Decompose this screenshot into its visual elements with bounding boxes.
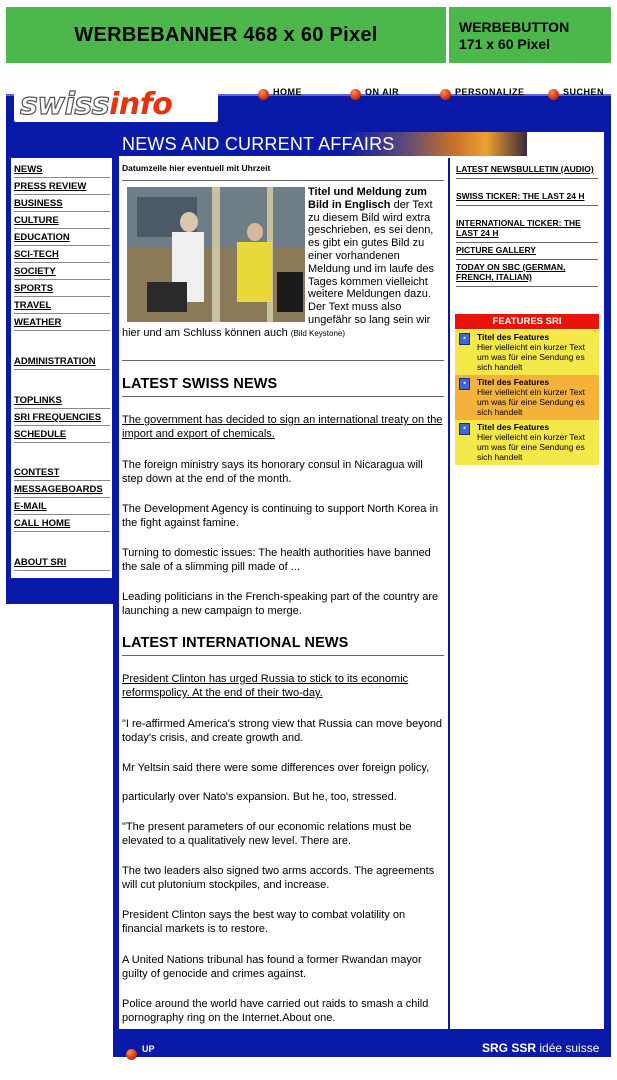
ad-banner[interactable]: WERBEBANNER 468 x 60 Pixel bbox=[6, 7, 446, 63]
menu-sri-frequencies[interactable]: SRI FREQUENCIES bbox=[14, 412, 110, 426]
menu-email[interactable]: E-MAIL bbox=[14, 501, 110, 515]
lead-photo[interactable] bbox=[127, 187, 305, 322]
ad-button-line2: 171 x 60 Pixel bbox=[459, 36, 551, 52]
swiss-news-item: Leading politicians in the French-speaking part of the country are launching a new campaign to merge. bbox=[122, 591, 439, 617]
intl-news-item: A United Nations tribunal has found a former Rwandan mayor guilty of genocide and crimes against. bbox=[122, 954, 422, 980]
footer-brand-bold: SRG SSR bbox=[482, 1041, 537, 1055]
feature-item[interactable] bbox=[455, 420, 599, 465]
logo-swiss: swiss bbox=[20, 86, 110, 122]
dateline: Datumzeile hier eventuell mit Uhrzeit bbox=[122, 163, 271, 173]
right-link-swiss-ticker[interactable]: SWISS TICKER: THE LAST 24 H bbox=[456, 191, 598, 206]
ad-button[interactable] bbox=[449, 7, 611, 63]
ad-button-line1: WERBEBUTTON bbox=[459, 19, 570, 35]
feature-title: Titel des Features bbox=[477, 332, 550, 342]
menu-travel[interactable]: TRAVEL bbox=[14, 300, 110, 314]
intl-news-item: particularly over Nato's expansion. But he, too, stressed. bbox=[122, 791, 397, 803]
divider bbox=[122, 360, 444, 361]
top-nav bbox=[258, 83, 614, 101]
up-link[interactable]: UP bbox=[142, 1044, 155, 1054]
feature-text: Hier vielleicht ein kurzer Text um was für eine Sendung es sich handelt bbox=[477, 387, 586, 417]
feature-icon: ▪ bbox=[459, 423, 470, 435]
nav-label: ON AIR bbox=[365, 86, 400, 97]
intl-news-item: "I re-affirmed America's strong view that Russia can move beyond today's crisis, and create growth and. bbox=[122, 718, 443, 744]
menu-news[interactable]: NEWS bbox=[14, 164, 110, 178]
menu-messageboards[interactable]: MESSAGEBOARDS bbox=[14, 484, 110, 498]
section-title: NEWS AND CURRENT AFFAIRS bbox=[122, 134, 395, 154]
intl-news-link[interactable]: President Clinton has urged Russia to stick to its economic reformspolicy. At the end of their two-day. bbox=[122, 673, 409, 699]
logo-info: info bbox=[109, 86, 173, 122]
swiss-news-item: The foreign ministry says its honorary consul in Nicaragua will step down at the end of the month. bbox=[122, 459, 423, 485]
feature-text: Hier vielleicht ein kurzer Text um was für eine Sendung es sich handelt bbox=[477, 342, 586, 372]
menu-sci-tech[interactable]: SCI-TECH bbox=[14, 249, 110, 263]
divider bbox=[122, 180, 444, 181]
right-link-today-on-sbc[interactable]: TODAY ON SBC (GERMAN, FRENCH, ITALIAN) bbox=[456, 262, 598, 287]
right-link-intl-ticker[interactable]: INTERNATIONAL TICKER: THE LAST 24 H bbox=[456, 218, 598, 243]
footer-brand[interactable] bbox=[482, 1041, 599, 1055]
menu-schedule[interactable]: SCHEDULE bbox=[14, 429, 110, 443]
features-header: FEATURES SRI bbox=[455, 314, 599, 329]
menu-toplinks[interactable]: TOPLINKS bbox=[14, 395, 110, 409]
nav-label: PERSONALIZE bbox=[455, 86, 525, 97]
nav-label: SUCHEN bbox=[563, 86, 605, 97]
nav-suchen[interactable] bbox=[548, 83, 604, 100]
bullet-icon bbox=[440, 89, 451, 100]
menu-business[interactable]: BUSINESS bbox=[14, 198, 110, 212]
intl-news-item: Mr Yeltsin said there were some differences over foreign policy, bbox=[122, 762, 430, 774]
intl-news-item: The two leaders also signed two arms accords. The agreements will cut plutonium stockpiles, and increase. bbox=[122, 865, 435, 891]
swiss-news-link[interactable]: The government has decided to sign an international treaty on the import and export of chemicals. bbox=[122, 414, 443, 440]
menu-sports[interactable]: SPORTS bbox=[14, 283, 110, 297]
intl-news-item: President Clinton says the best way to combat volatility on financial markets is to restore. bbox=[122, 909, 406, 935]
nav-label: HOME bbox=[273, 86, 302, 97]
footer-brand-rest: idée suisse bbox=[536, 1041, 600, 1055]
intl-news-item: Police around the world have carried out raids to smash a child pornography ring on the Internet.About one. bbox=[122, 998, 429, 1024]
intl-news-item: "The present parameters of our economic relations must be elevated to a qualitatively new level. There are. bbox=[122, 821, 412, 847]
lead-photo-image bbox=[127, 187, 305, 322]
menu-press-review[interactable]: PRESS REVIEW bbox=[14, 181, 110, 195]
up-bullet-icon bbox=[126, 1049, 137, 1060]
feature-title: Titel des Features bbox=[477, 422, 550, 432]
right-link-newsbulletin[interactable]: LATEST NEWSBULLETIN (AUDIO) bbox=[456, 164, 598, 179]
menu-call-home[interactable]: CALL HOME bbox=[14, 518, 110, 532]
lead-title[interactable]: Titel und Meldung zum Bild in Englisch bbox=[308, 186, 427, 211]
logo[interactable] bbox=[14, 86, 218, 122]
menu-society[interactable]: SOCIETY bbox=[14, 266, 110, 280]
nav-personalize[interactable] bbox=[440, 83, 525, 100]
feature-text: Hier vielleicht ein kurzer Text um was für eine Sendung es sich handelt bbox=[477, 432, 586, 462]
feature-item[interactable] bbox=[455, 375, 599, 420]
swiss-news-item: Turning to domestic issues: The health authorities have banned the sale of a slimming pill made of ... bbox=[122, 547, 431, 573]
menu-education[interactable]: EDUCATION bbox=[14, 232, 110, 246]
swiss-news-heading: LATEST SWISS NEWS bbox=[122, 376, 278, 392]
swiss-news-item: The Development Agency is continuing to support North Korea in the fight against famine. bbox=[122, 503, 439, 529]
right-frame bbox=[604, 130, 611, 1057]
intl-news-heading: LATEST INTERNATIONAL NEWS bbox=[122, 635, 349, 651]
menu-culture[interactable]: CULTURE bbox=[14, 215, 110, 229]
feature-title: Titel des Features bbox=[477, 377, 550, 387]
divider bbox=[122, 396, 444, 397]
lead-body: der Text zu diesem Bild wird extra geschrieben, es sei denn, es gibt ein gutes Bild zu einer vorhandenen Meldung und im laufe des Tages kommen vielleicht weitere Meldungen dazu. Der Text muss also ungefähr so lang sein wir hier und am Schluss können auch bbox=[122, 198, 434, 339]
bullet-icon bbox=[258, 89, 269, 100]
photo-credit: (Bild Keystone) bbox=[290, 328, 346, 338]
nav-on-air[interactable] bbox=[350, 83, 399, 100]
bullet-icon bbox=[350, 89, 361, 100]
bullet-icon bbox=[548, 89, 559, 100]
menu-administration[interactable]: ADMINISTRATION bbox=[14, 356, 110, 370]
feature-icon: ▪ bbox=[459, 333, 470, 345]
feature-item[interactable] bbox=[455, 330, 599, 375]
menu-weather[interactable]: WEATHER bbox=[14, 317, 110, 331]
menu-contest[interactable]: CONTEST bbox=[14, 467, 110, 481]
right-link-picture-gallery[interactable]: PICTURE GALLERY bbox=[456, 245, 598, 260]
nav-home[interactable] bbox=[258, 83, 302, 100]
feature-icon: ▪ bbox=[459, 378, 470, 390]
right-column bbox=[448, 158, 604, 1029]
menu-about-sri[interactable]: ABOUT SRI bbox=[14, 557, 110, 571]
divider bbox=[122, 655, 444, 656]
